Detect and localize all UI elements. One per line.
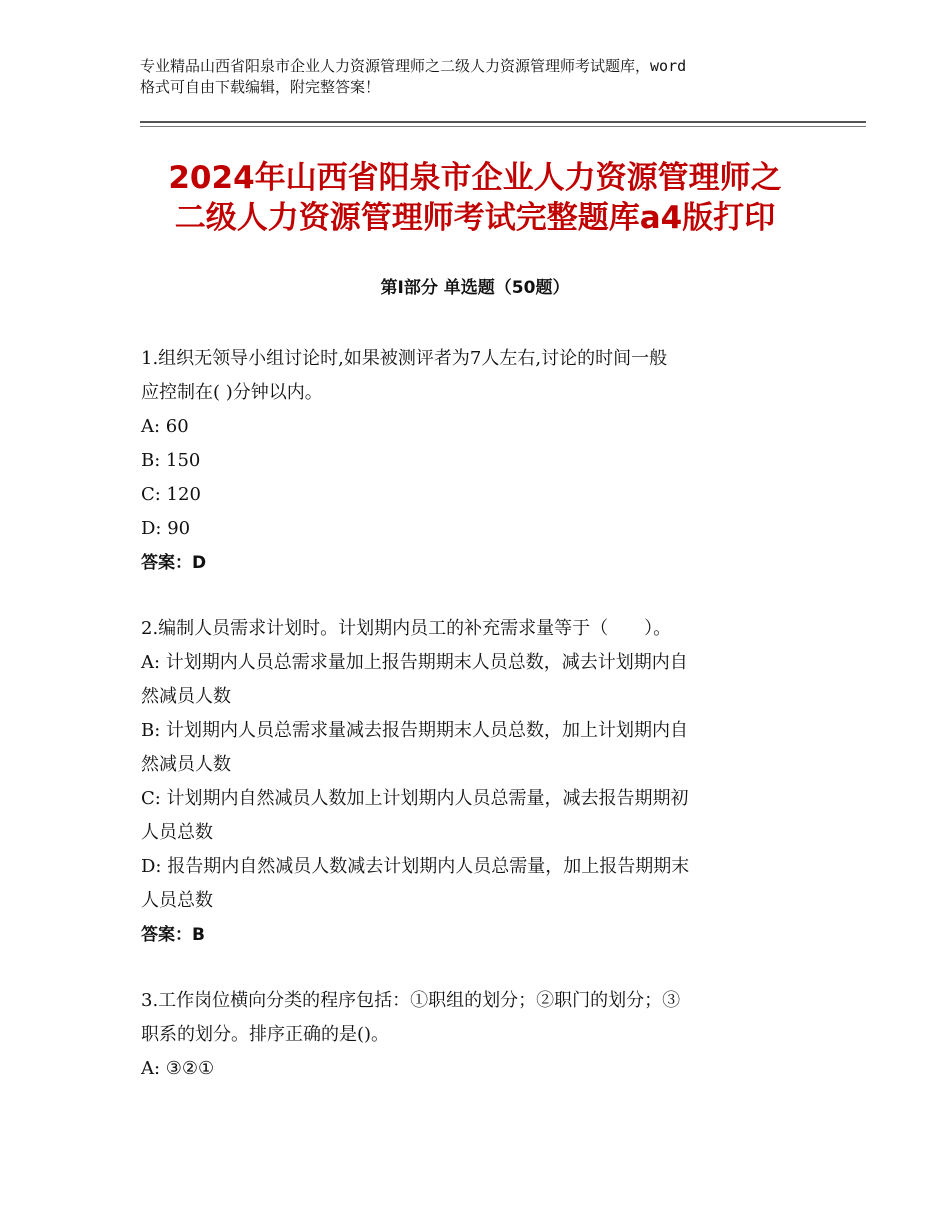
stem-line: 职系的划分。排序正确的是()。 (141, 1024, 390, 1045)
option-line: C: 计划期内自然减员人数加上计划期内人员总需量，减去报告期期初 (141, 788, 689, 809)
document-title (120, 158, 830, 238)
answer-text: 答案：B (141, 925, 205, 945)
option-b (141, 714, 821, 782)
stem-line: 1.组织无领导小组讨论时,如果被测评者为7人左右,讨论的时间一般 (141, 348, 668, 369)
question-item (141, 984, 821, 1086)
question-item (141, 342, 821, 580)
option-c (141, 782, 821, 850)
option-c (141, 478, 821, 512)
option-line: 然减员人数 (141, 686, 231, 707)
option-a (141, 1052, 821, 1086)
section-heading: 第Ⅰ部分 单选题（50题） (380, 278, 570, 298)
option-line: A: 计划期内人员总需求量加上报告期期末人员总数，减去计划期内自 (141, 652, 688, 673)
stem-line: 应控制在( )分钟以内。 (141, 382, 323, 403)
stem-line: 3.工作岗位横向分类的程序包括：①职组的划分；②职门的划分；③ (141, 990, 681, 1011)
option-line: D: 报告期内自然减员人数减去计划期内人员总需量，加上报告期期末 (141, 856, 690, 877)
option-a (141, 410, 821, 444)
option-a (141, 646, 821, 714)
question-stem (141, 984, 821, 1052)
header-rule-thin (140, 126, 866, 127)
option-line: D: 90 (141, 518, 191, 539)
title-line: 二级人力资源管理师考试完整题库a4版打印 (174, 200, 776, 236)
option-line: 人员总数 (141, 890, 213, 911)
question-item (141, 612, 821, 952)
header-rule-thick (140, 121, 866, 123)
header-note-line: 专业精品山西省阳泉市企业人力资源管理师之二级人力资源管理师考试题库，word (140, 57, 687, 75)
header-note (140, 56, 830, 98)
question-stem (141, 342, 821, 410)
title-line: 2024年山西省阳泉市企业人力资源管理师之 (168, 160, 782, 196)
option-line: C: 120 (141, 484, 201, 505)
answer-text: 答案：D (141, 553, 207, 573)
option-line: A: ③②① (141, 1058, 215, 1079)
stem-line: 2.编制人员需求计划时。计划期内员工的补充需求量等于（ ）。 (141, 618, 672, 639)
option-d (141, 850, 821, 918)
question-stem (141, 612, 821, 646)
option-line: B: 150 (141, 450, 201, 471)
header-note-line: 格式可自由下载编辑，附完整答案！ (140, 78, 381, 96)
option-line: A: 60 (141, 416, 189, 437)
question-list (141, 342, 821, 1118)
option-line: 人员总数 (141, 822, 213, 843)
option-b (141, 444, 821, 478)
option-line: 然减员人数 (141, 754, 231, 775)
option-d (141, 512, 821, 546)
option-line: B: 计划期内人员总需求量减去报告期期末人员总数，加上计划期内自 (141, 720, 689, 741)
